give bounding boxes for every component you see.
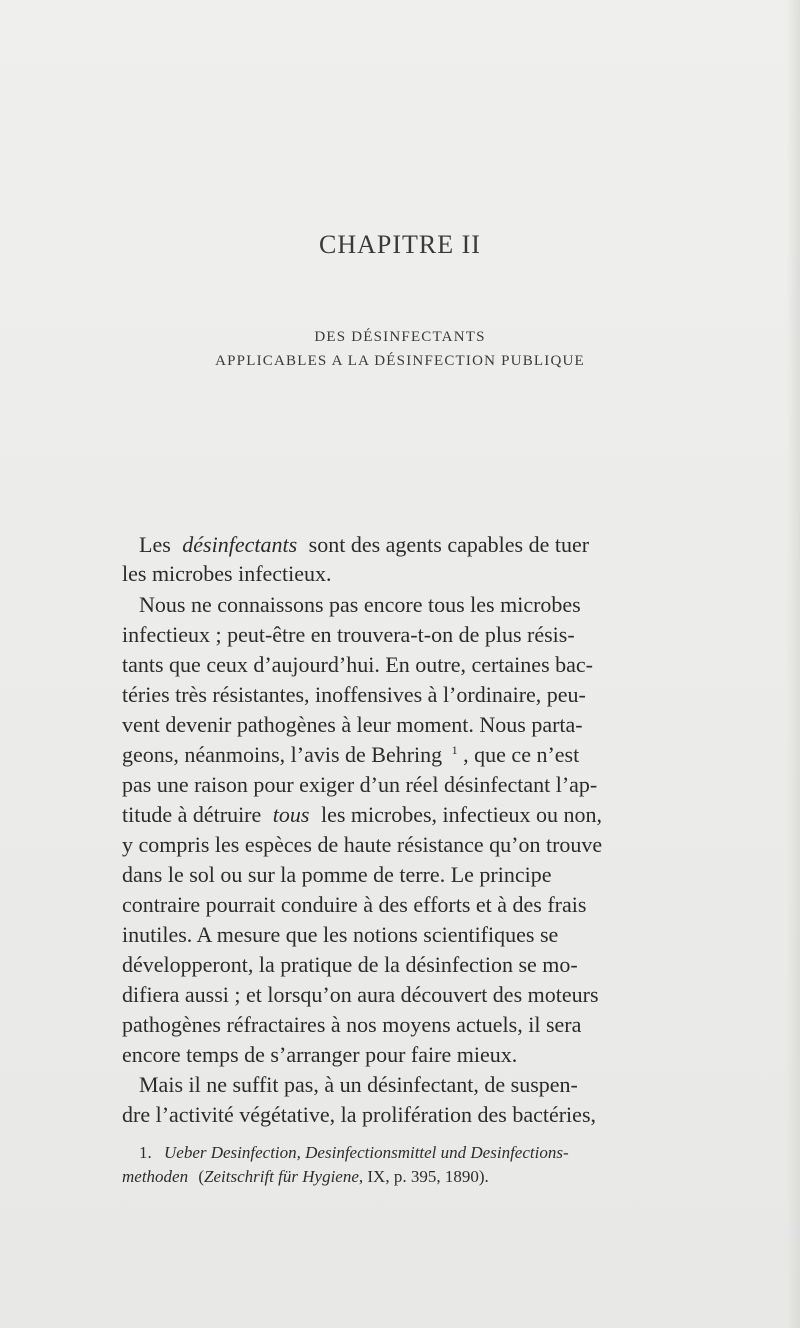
footnote-line [0,1164,800,1190]
body-text: encore temps de s’arranger pour faire mieux. [122,1042,518,1067]
body-text: difiera aussi ; et lorsqu’on aura découvert des moteurs [122,982,599,1007]
body-text: titude à détruire [122,802,262,827]
body-line [0,1070,800,1100]
body-text: y compris les espèces de haute résistance qu’on trouve [122,832,603,857]
footnote-text: Ueber Desinfection, Desinfectionsmittel und Desinfections- [164,1143,569,1162]
emphasized-term: tous [272,802,310,827]
page-edge-shadow [786,0,800,1328]
body-text: développeront, la pratique de la désinfection se mo- [122,952,578,977]
body-text: les microbes, infectieux ou non, [320,802,603,827]
body-line [0,830,800,860]
chapter-title: CHAPITRE II [319,230,481,259]
body-line [0,620,800,650]
body-text: Nous ne connaissons pas encore tous les microbes [139,592,581,617]
body-line [0,770,800,800]
body-line [0,650,800,680]
body-line [0,920,800,950]
body-line [0,980,800,1010]
body-line [0,680,800,710]
body-text: téries très résistantes, inoffensives à l’ordinaire, peu- [122,682,586,707]
body-line [0,1040,800,1070]
body-line [0,890,800,920]
body-text: vent devenir pathogènes à leur moment. Nous parta- [122,712,583,737]
body-text: Mais il ne suffit pas, à un désinfectant, de suspen- [139,1072,578,1097]
body-line [0,710,800,740]
body-text: infectieux ; peut-être en trouvera-t-on de plus résis- [122,622,575,647]
body-text: dre l’activité végétative, la prolifération des bactéries, [122,1102,596,1127]
footnote-journal-title: Zeitschrift für Hygiene [204,1167,359,1186]
body-text: sont des agents capables de tuer [308,532,590,557]
body-text: geons, néanmoins, l’avis de Behring [122,742,443,767]
footnote-text: methoden [122,1167,189,1186]
body-line [0,860,800,890]
footnote-number: 1. [139,1143,152,1162]
body-line [0,800,800,830]
emphasized-term: désinfectants [182,532,298,557]
body-line [0,1010,800,1040]
chapter-subtitle-line-1: DES DÉSINFECTANTS [314,329,486,345]
footnote-line [0,1140,800,1166]
body-text: tants que ceux d’aujourd’hui. En outre, certaines bac- [122,652,593,677]
body-line: geons, néanmoins, l’avis de Behring 1 , que ce n’est [0,740,800,770]
body-text: contraire pourrait conduire à des efforts et à des frais [122,892,587,917]
body-text: pathogènes réfractaires à nos moyens actuels, il sera [122,1012,582,1037]
body-text: pas une raison pour exiger d’un réel désinfectant l’ap- [122,772,598,797]
body-line [0,530,800,560]
footnote-text: , IX, p. 395, 1890). [358,1167,489,1186]
chapter-subtitle-line-2: APPLICABLES A LA DÉSINFECTION PUBLIQUE [215,353,585,369]
body-text: inutiles. A mesure que les notions scientifiques se [122,922,559,947]
body-text: Les [139,532,171,557]
body-line [0,590,800,620]
body-line [0,1100,800,1130]
body-text: dans le sol ou sur la pomme de terre. Le principe [122,862,552,887]
body-line [0,950,800,980]
body-text: , que ce n’est [463,742,580,767]
body-text: les microbes infectieux. [122,561,332,586]
body-line [0,559,800,589]
footnote-text: ( [198,1167,205,1186]
